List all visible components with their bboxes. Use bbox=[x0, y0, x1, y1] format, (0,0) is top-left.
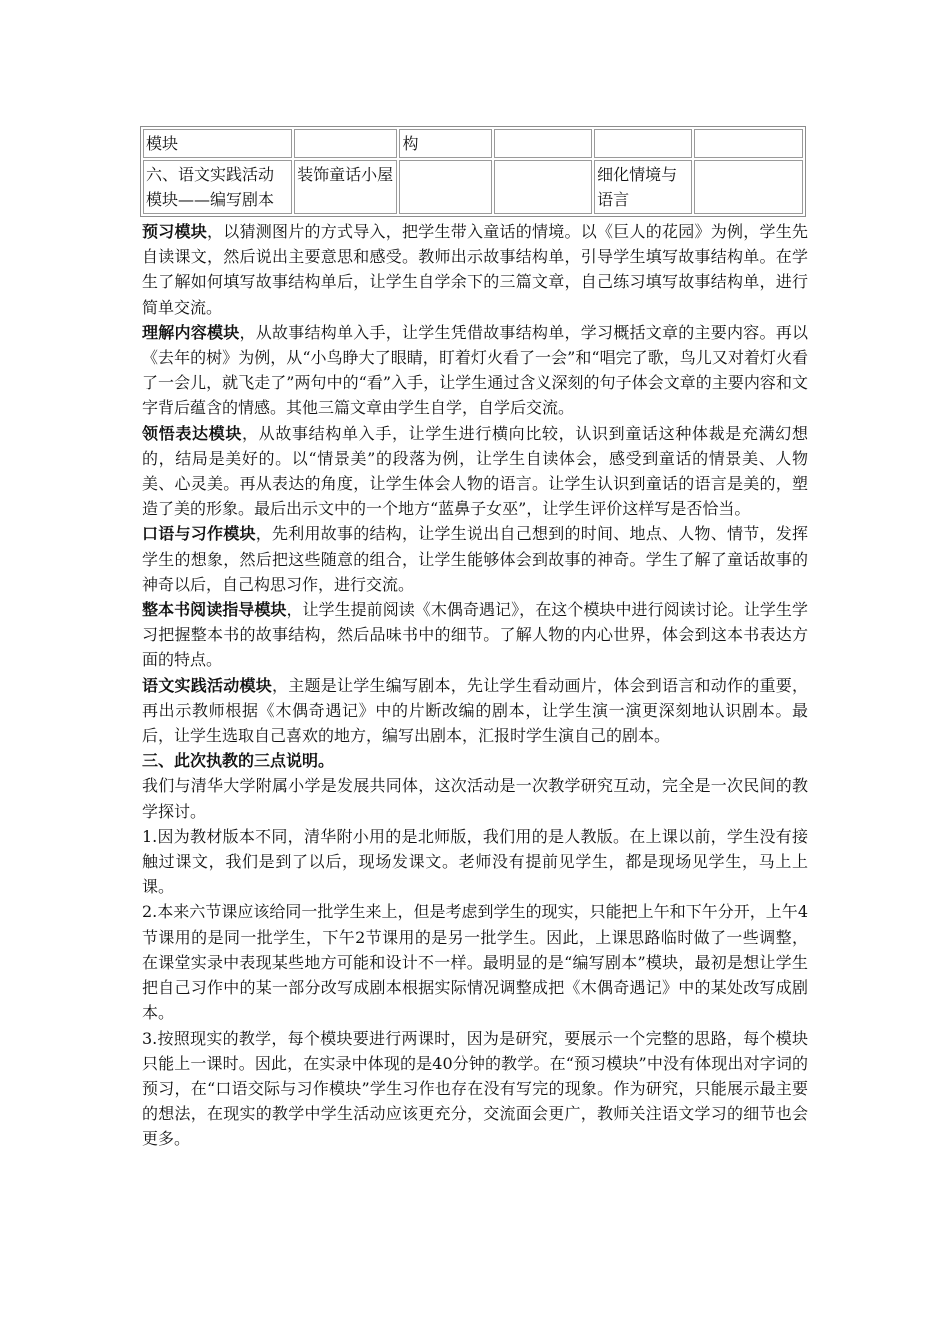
table-row bbox=[143, 160, 803, 214]
paragraph-practice-module bbox=[142, 673, 808, 749]
table-cell bbox=[494, 160, 593, 214]
table-cell: 模块 bbox=[143, 129, 292, 158]
table-row bbox=[143, 129, 803, 158]
note-paragraph: 3.按照现实的教学，每个模块要进行两课时，因为是研究，要展示一个完整的思路，每个模块只能上一课时。因此，在实录中体现的是40分钟的教学。在“预习模块”中没有体现出对字词的预习，在“口语交际与习作模块”学生习作也存在没有写完的现象。作为研究，只能展示最主要的想法，在现实的教学中学生活动应该更充分，交流面会更广，教师关注语文学习的细节也会更多。 bbox=[142, 1028, 808, 1149]
paragraph-body: ，以猜测图片的方式导入，把学生带入童话的情境。以《巨人的花园》为例，学生先自读课文，然后说出主要意思和感受。教师出示故事结构单，引导学生填写故事结构单。在学生了解如何填写故事结构单后，让学生自学余下的三篇文章，自己练习填写故事结构单，进行简单交流。 bbox=[142, 222, 808, 317]
paragraph-body: ，让学生提前阅读《木偶奇遇记》，在这个模块中进行阅读讨论。让学生学习把握整本书的故事结构，然后品味书中的细节。了解人物的内心世界，体会到这本书表达方面的特点。 bbox=[142, 600, 808, 670]
table-cell: 细化情境与语言 bbox=[594, 160, 692, 214]
table-cell bbox=[399, 160, 491, 214]
paragraph-body: ，从故事结构单入手，让学生凭借故事结构单，学习概括文章的主要内容。再以《去年的树》为例，从“小鸟睁大了眼睛，盯着灯火看了一会”和“唱完了歌，鸟儿又对着灯火看了一会儿，就飞走了”两句中的“看”入手，让学生通过含义深刻的句子体会文章的主要内容和文字背后蕴含的情感。其他三篇文章由学生自学，自学后交流。 bbox=[142, 322, 808, 418]
paragraph-body: ，从故事结构单入手，让学生进行横向比较，认识到童话这种体裁是充满幻想的，结局是美好的。以“情景美”的段落为例，让学生自读体会，感受到童话的情景美、人物美、心灵美。再从表达的角度，让学生体会人物的语言。让学生认识到童话的语言是美的，塑造了美的形象。最后出示文中的一个地方“蓝鼻子女巫”，让学生评价这样写是否恰当。 bbox=[142, 423, 808, 519]
note-paragraph: 1.因为教材版本不同，清华附小用的是北师版，我们用的是人教版。在上课以前，学生没有接触过课文，我们是到了以后，现场发课文。老师没有提前见学生，都是现场见学生，马上上课。 bbox=[142, 826, 808, 897]
body-text bbox=[142, 219, 808, 1152]
note-paragraph: 2.本来六节课应该给同一批学生来上，但是考虑到学生的现实，只能把上午和下午分开，上午4节课用的是同一批学生，下午2节课用的是另一批学生。因此，上课思路临时做了一些调整，在课堂实录中表现某些地方可能和设计不一样。最明显的是“编写剧本”模块，最初是想让学生把自己习作中的某一部分改写成剧本根据实际情况调整成把《木偶奇遇记》中的某处改写成剧本。 bbox=[142, 902, 808, 1023]
paragraph-body: ，主题是让学生编写剧本，先让学生看动画片，体会到语言和动作的重要，再出示教师根据《木偶奇遇记》中的片断改编的剧本，让学生演一演更深刻地认识剧本。最后，让学生选取自己喜欢的地方，编写出剧本，汇报时学生演自己的剧本。 bbox=[142, 675, 808, 746]
paragraph-lead: 预习模块 bbox=[142, 222, 207, 241]
section-heading: 三、此次执教的三点说明。 bbox=[142, 751, 335, 771]
paragraph-lead: 语文实践活动模块 bbox=[142, 675, 272, 695]
document-page bbox=[142, 126, 808, 1152]
paragraph-lead: 领悟表达模块 bbox=[142, 423, 242, 443]
paragraph-expression-module bbox=[142, 421, 808, 522]
note-paragraph: 我们与清华大学附属小学是发展共同体，这次活动是一次教学研究互动，完全是一次民间的教学探讨。 bbox=[142, 776, 808, 821]
paragraph-understanding-module bbox=[142, 320, 808, 421]
paragraph-lead: 整本书阅读指导模块 bbox=[142, 600, 287, 620]
paragraph-body: ，先利用故事的结构，让学生说出自己想到的时间、地点、人物、情节，发挥学生的想象，然后把这些随意的组合，让学生能够体会到故事的神奇。学生了解了童话故事的神奇以后，自己构思习作，进行交流。 bbox=[142, 524, 808, 594]
table-cell bbox=[294, 129, 397, 158]
paragraph-whole-book-module bbox=[142, 597, 808, 673]
table-cell bbox=[694, 160, 803, 214]
table-cell bbox=[594, 129, 692, 158]
table-cell: 构 bbox=[399, 129, 491, 158]
table-cell: 装饰童话小屋 bbox=[294, 160, 397, 214]
paragraph-preview-module bbox=[142, 219, 808, 320]
module-table bbox=[140, 126, 806, 217]
paragraph-speaking-writing-module bbox=[142, 521, 808, 597]
paragraph-lead: 理解内容模块 bbox=[142, 322, 240, 342]
table-cell bbox=[694, 129, 803, 158]
table-cell: 六、语文实践活动模块——编写剧本 bbox=[143, 160, 292, 214]
table-cell bbox=[494, 129, 593, 158]
paragraph-lead: 口语与习作模块 bbox=[142, 524, 256, 544]
